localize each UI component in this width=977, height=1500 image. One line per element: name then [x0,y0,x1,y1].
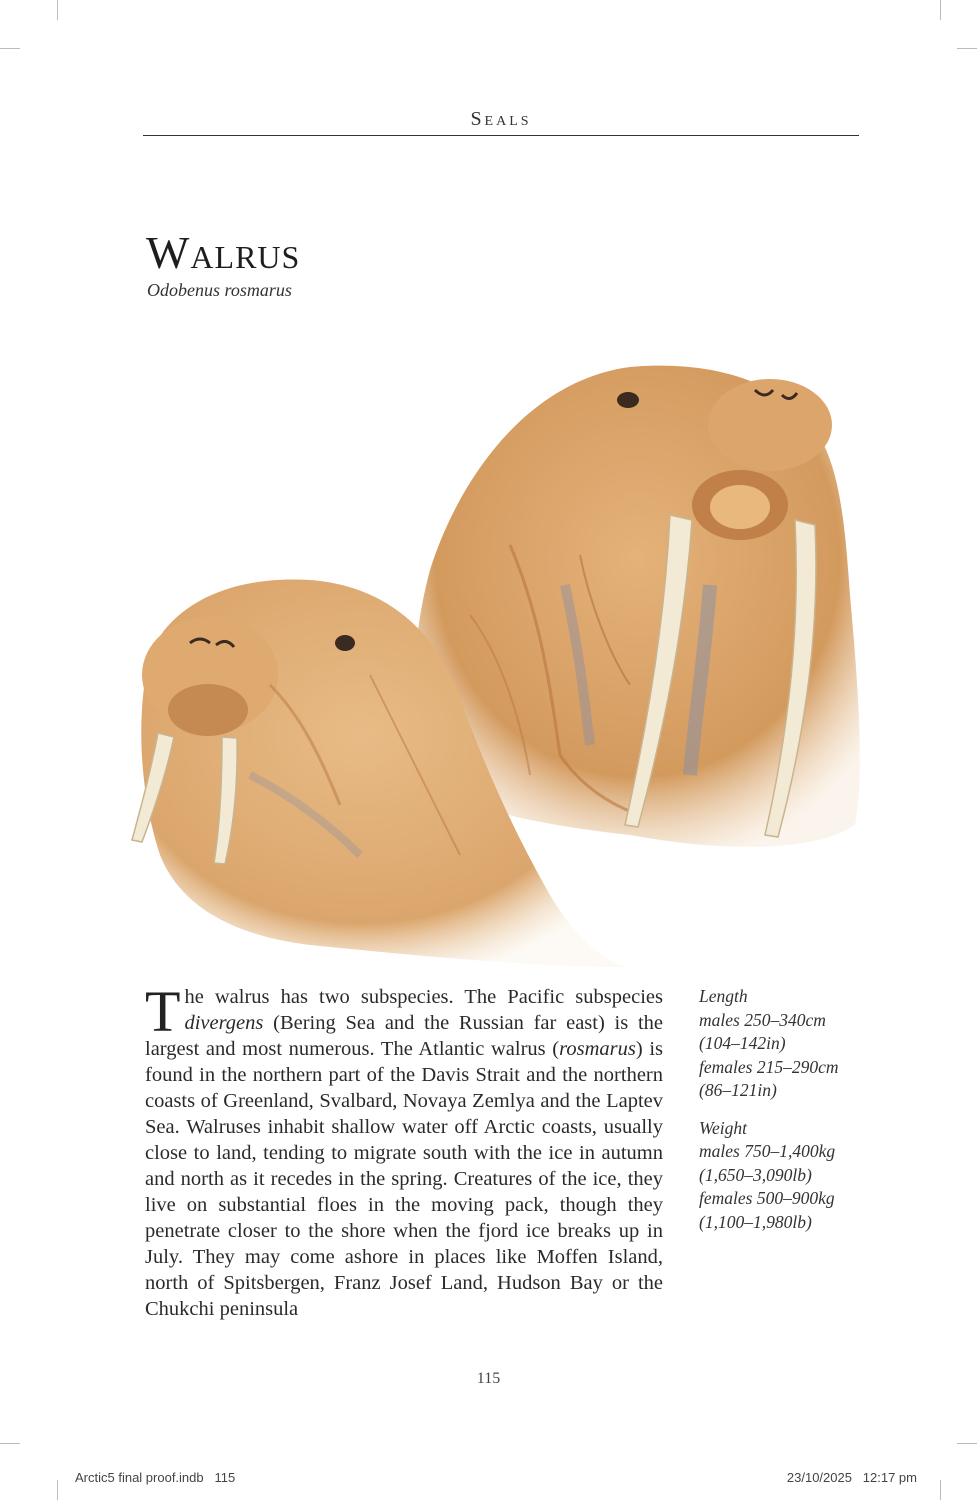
body-text-part: ) is found in the northern part of the Davis Strait and the northern coasts of Greenland, Svalbard, Novaya Zemlya and the Laptev Sea. Walruses inhabit shallow water off Arctic coasts, usually close to land, tending to migrate south with the ice in autumn and north as it recedes in the spring. Creatures of the ice, they live on substantial floes in the moving pack, though they penetrate closer to the shore when the fjord ice breaks up in July. They may come ashore in places like Moffen Island, north of Spitsbergen, Franz Josef Land, Hudson Bay or the Chukchi peninsula [145,1038,663,1320]
header-rule [143,135,859,136]
walrus-illustration [110,355,875,970]
drop-cap: T [145,979,181,1044]
body-paragraph [145,979,663,1322]
slug-date: 23/10/2025 12:17 pm [786,1470,917,1485]
weight-label: Weight [699,1117,747,1138]
body-text-part: (Bering Sea and the Russian far east) is the largest and most numerous. The Atlantic walrus ( [145,1012,663,1060]
slug-file-info [75,1470,235,1485]
length-males: males 250–340cm [699,1009,826,1030]
weight-females: females 500–900kg [699,1188,835,1208]
measurements-sidebar [699,985,869,1234]
page-number: 115 [476,1370,501,1387]
weight-males: males 750–1,400kg [699,1141,836,1161]
spacer [699,1103,869,1117]
body-text-part: he walrus has two subspecies. The Pacific subspecies [184,986,663,1008]
page-title: Walrus [146,227,301,278]
length-label: Length [699,986,748,1006]
length-females-inches: (86–121in) [699,1080,777,1100]
crop-mark [57,0,58,20]
crop-mark [57,1480,58,1500]
latin-name: Odobenus rosmarus [147,280,292,300]
slug-timestamp [787,1470,917,1485]
length-females: females 215–290cm [699,1056,839,1077]
crop-mark [940,0,941,20]
crop-mark [0,1443,20,1444]
length-males-inches: (104–142in) [699,1033,786,1053]
body-italic-divergens: divergens [184,1012,264,1034]
slug-file: Arctic5 final proof.indb 115 [75,1470,236,1485]
crop-mark [940,1480,941,1500]
weight-males-pounds: (1,650–3,090lb) [699,1164,812,1185]
crop-mark [0,48,20,49]
running-head: Seals [470,108,532,130]
crop-mark [957,48,977,49]
weight-females-pounds: (1,100–1,980lb) [699,1211,812,1232]
crop-mark [957,1443,977,1444]
body-italic-rosmarus: rosmarus [559,1038,636,1060]
